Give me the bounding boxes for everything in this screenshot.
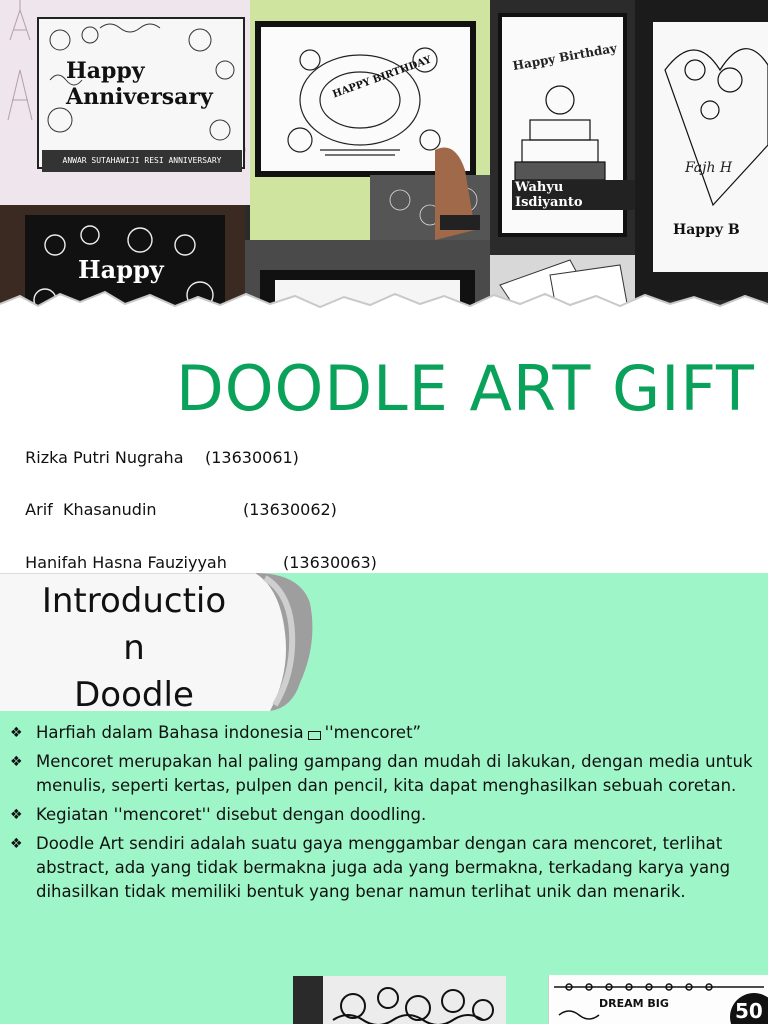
author-3 bbox=[15, 534, 377, 572]
bullet-text: Doodle Art sendiri adalah suatu gaya menggambar dengan cara mencoret, terlihat abstract, ada yang tidak bermakna juga ada yang bermakna, terkadang karya yang dihasilkan tidak memiliki bentuk yang benar namun terlihat unik dan menarik. bbox=[36, 834, 731, 901]
bullet-item bbox=[10, 832, 755, 904]
photo-birthday-cake bbox=[490, 0, 635, 255]
bullet-item bbox=[10, 803, 755, 827]
anniversary-banner: ANWAR SUTAHAWIJI RESI ANNIVERSARY bbox=[42, 150, 242, 172]
page-title: DOODLE ART GIFT bbox=[176, 352, 755, 425]
intro-heading-line-3: Doodle bbox=[74, 675, 194, 715]
author-id: (13630061) bbox=[205, 448, 299, 467]
bullet-text: ''mencoret” bbox=[324, 723, 422, 742]
happy-sign-text: Happy bbox=[78, 255, 164, 284]
bullet-item bbox=[10, 750, 755, 798]
photo-happy-birthday-frame bbox=[250, 0, 490, 240]
author-id: (13630063) bbox=[283, 553, 377, 572]
intro-bullet-list bbox=[10, 721, 755, 909]
dream-big-text: DREAM BIG bbox=[599, 997, 669, 1010]
diamond-bullet-icon: ❖ bbox=[10, 836, 23, 852]
introduction-slide bbox=[0, 573, 768, 1024]
intro-heading-line-1: Introductio bbox=[41, 581, 227, 621]
bullet-text: Harfiah dalam Bahasa indonesia bbox=[36, 723, 304, 742]
photo-happy-anniversary bbox=[0, 0, 250, 205]
number-badge: 50 bbox=[735, 999, 763, 1023]
photo-collage bbox=[0, 0, 768, 330]
author-1 bbox=[15, 429, 299, 467]
diamond-bullet-icon: ❖ bbox=[10, 807, 23, 823]
bullet-text: Mencoret merupakan hal paling gampang dan mudah di lakukan, dengan media untuk menulis, seperti kertas, pulpen dan pencil, kita dapat menghasilkan sebuah coretan. bbox=[36, 752, 753, 795]
author-name: Arif Khasanudin bbox=[25, 500, 157, 519]
author-name: Rizka Putri Nugraha bbox=[25, 448, 184, 467]
author-2 bbox=[15, 481, 337, 519]
heart-doodle-illustration bbox=[635, 0, 768, 300]
intro-heading-line-2: n bbox=[123, 628, 145, 668]
happy-birthday-text: HAPPY BIRTHDAY bbox=[331, 54, 433, 101]
thumbnail-doodle-photo bbox=[293, 976, 506, 1024]
diamond-bullet-icon: ❖ bbox=[10, 754, 23, 770]
author-name: Hanifah Hasna Fauziyyah bbox=[25, 553, 227, 572]
cake-doodle-illustration bbox=[490, 0, 635, 255]
author-id: (13630062) bbox=[243, 500, 337, 519]
doodle-thumbnail-illustration bbox=[293, 976, 506, 1024]
cake-happy-birthday-text: Happy Birthday bbox=[511, 40, 618, 74]
bullet-text: Kegiatan ''mencoret'' disebut dengan doodling. bbox=[36, 805, 427, 824]
missing-glyph-icon bbox=[308, 731, 321, 740]
happy-text: Happy Anniversary bbox=[66, 58, 213, 110]
diamond-bullet-icon: ❖ bbox=[10, 725, 23, 741]
thumbnail-notebook-doodle bbox=[548, 975, 768, 1024]
intro-heading bbox=[14, 578, 254, 719]
torn-paper-edge bbox=[0, 282, 768, 330]
heart-signature-text: Fajh H bbox=[685, 160, 733, 176]
heart-banner-text: Happy B bbox=[673, 222, 740, 238]
photo-heart-doodle bbox=[635, 0, 768, 300]
bullet-item bbox=[10, 721, 755, 745]
cake-name-text: Wahyu Isdiyanto bbox=[512, 180, 635, 210]
birthday-frame-illustration bbox=[250, 0, 490, 240]
